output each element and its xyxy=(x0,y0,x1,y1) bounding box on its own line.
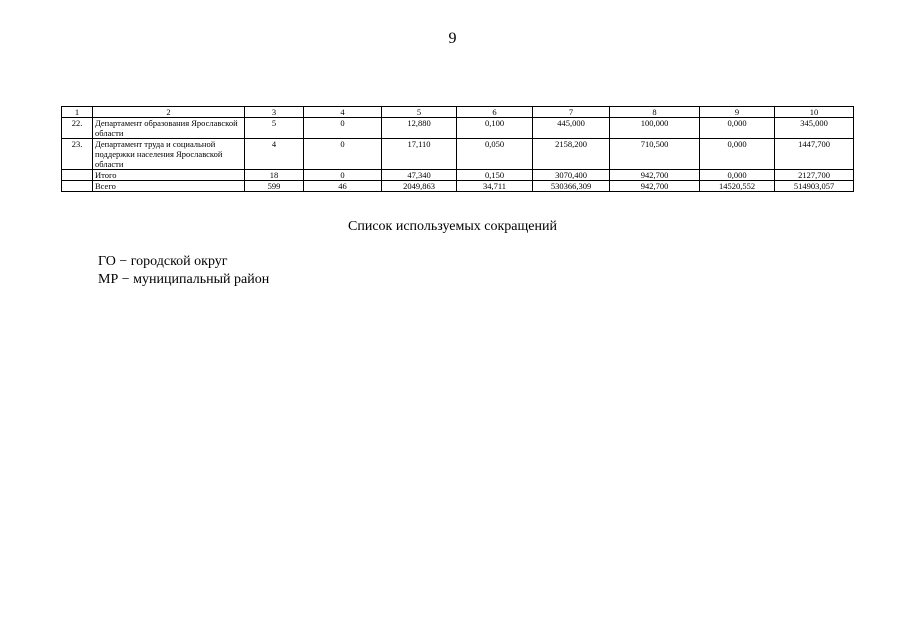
table-cell: 4 xyxy=(245,139,304,170)
table-cell: 47,340 xyxy=(382,170,457,181)
table-cell: 1447,700 xyxy=(775,139,854,170)
table-cell: 18 xyxy=(245,170,304,181)
abbreviation-item: МР − муниципальный район xyxy=(98,272,270,287)
table-cell: 0,000 xyxy=(700,170,775,181)
table-cell: Департамент образования Ярославской области xyxy=(93,118,245,139)
table-cell: 2127,700 xyxy=(775,170,854,181)
header-cell: 6 xyxy=(457,107,533,118)
table-cell xyxy=(62,170,93,181)
table-cell: Всего xyxy=(93,181,245,192)
table-cell: 0,000 xyxy=(700,139,775,170)
table-cell: 5 xyxy=(245,118,304,139)
table-cell: 2158,200 xyxy=(533,139,610,170)
table-cell: 0 xyxy=(304,139,382,170)
table-cell xyxy=(62,181,93,192)
header-cell: 4 xyxy=(304,107,382,118)
table-cell: 12,880 xyxy=(382,118,457,139)
table-cell: 3070,400 xyxy=(533,170,610,181)
table-cell: 34,711 xyxy=(457,181,533,192)
page-number: 9 xyxy=(448,30,457,47)
header-cell: 3 xyxy=(245,107,304,118)
table-cell: 514903,057 xyxy=(775,181,854,192)
header-cell: 10 xyxy=(775,107,854,118)
table-cell: 46 xyxy=(304,181,382,192)
summary-table xyxy=(61,106,854,192)
table-header-row xyxy=(62,107,854,118)
header-cell: 8 xyxy=(610,107,700,118)
table-cell: 942,700 xyxy=(610,170,700,181)
table-cell: 17,110 xyxy=(382,139,457,170)
table-cell: 599 xyxy=(245,181,304,192)
header-cell: 1 xyxy=(62,107,93,118)
table-row xyxy=(62,139,854,170)
table-cell: 0,000 xyxy=(700,118,775,139)
table-cell: 0,100 xyxy=(457,118,533,139)
header-cell: 7 xyxy=(533,107,610,118)
table-cell: 345,000 xyxy=(775,118,854,139)
table-cell: 942,700 xyxy=(610,181,700,192)
table-cell: 530366,309 xyxy=(533,181,610,192)
table-row-total xyxy=(62,181,854,192)
table-cell: Итого xyxy=(93,170,245,181)
table-cell: 0 xyxy=(304,170,382,181)
table-cell: 2049,863 xyxy=(382,181,457,192)
header-cell: 9 xyxy=(700,107,775,118)
table-body xyxy=(62,107,854,192)
table-cell: 23. xyxy=(62,139,93,170)
table-row-subtotal xyxy=(62,170,854,181)
table-cell: 710,500 xyxy=(610,139,700,170)
header-cell: 2 xyxy=(93,107,245,118)
table-cell: 0 xyxy=(304,118,382,139)
abbreviations-heading: Список используемых сокращений xyxy=(348,219,557,234)
table-cell: 0,150 xyxy=(457,170,533,181)
header-cell: 5 xyxy=(382,107,457,118)
table-cell: 22. xyxy=(62,118,93,139)
abbreviation-item: ГО − городской округ xyxy=(98,254,228,269)
table-cell: 445,000 xyxy=(533,118,610,139)
table-cell: 0,050 xyxy=(457,139,533,170)
table-cell: 14520,552 xyxy=(700,181,775,192)
table-cell: Департамент труда и социальной поддержки населения Ярославской области xyxy=(93,139,245,170)
table-row xyxy=(62,118,854,139)
table-cell: 100,000 xyxy=(610,118,700,139)
